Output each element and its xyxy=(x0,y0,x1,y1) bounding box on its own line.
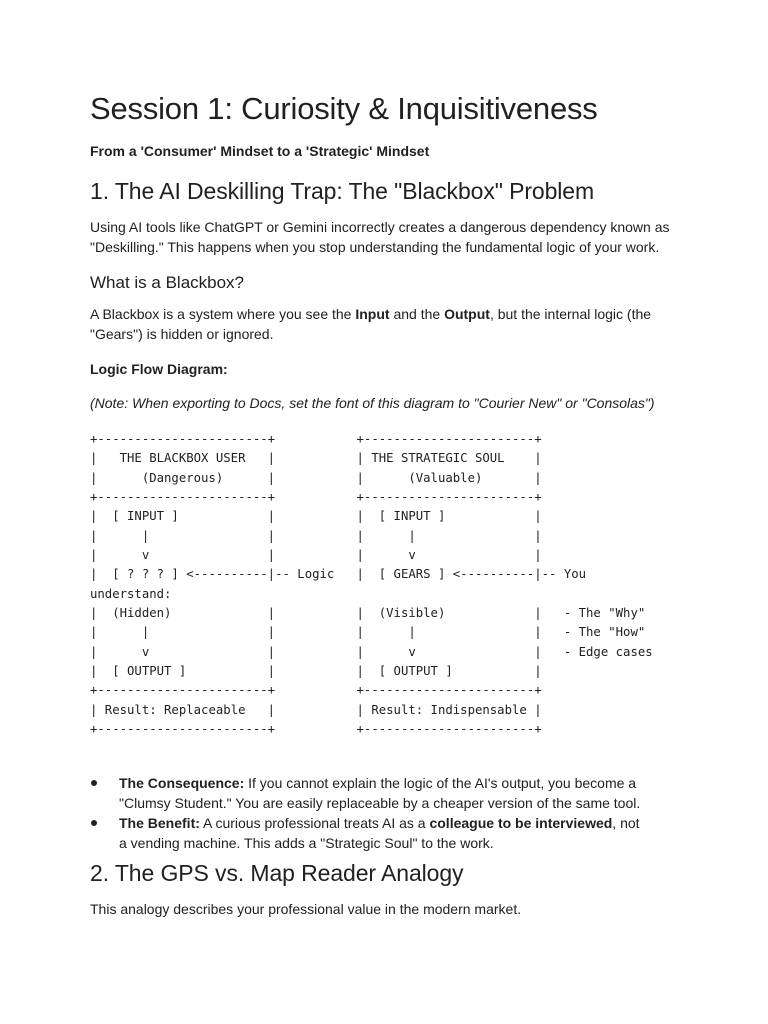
list-item-benefit xyxy=(90,813,650,853)
section-2-intro: This analogy describes your professional value in the modern market. xyxy=(90,901,522,917)
diagram-label: Logic Flow Diagram: xyxy=(90,361,228,377)
definition-text-1: A Blackbox is a system where you see the xyxy=(90,306,356,322)
benefit-text-1: A curious professional treats AI as a xyxy=(199,815,430,831)
section-2-heading: 2. The GPS vs. Map Reader Analogy xyxy=(90,860,464,886)
consequence-label: The Consequence: xyxy=(119,775,245,791)
list-item-consequence xyxy=(90,773,650,813)
definition-text-3: , but the internal logic (the "Gears") is hidden or ignored. xyxy=(90,306,652,342)
section-1-heading: 1. The AI Deskilling Trap: The "Blackbox" Problem xyxy=(90,178,595,204)
page-subtitle: From a 'Consumer' Mindset to a 'Strategic' Mindset xyxy=(90,143,430,159)
diagram-note: (Note: When exporting to Docs, set the font of this diagram to "Courier New" or "Consolas") xyxy=(90,395,655,411)
benefit-label: The Benefit: xyxy=(119,815,200,831)
section-1-intro: Using AI tools like ChatGPT or Gemini incorrectly creates a dangerous dependency known as "Deskilling." This happens when you stop understanding the fundamental logic of your work. xyxy=(90,219,670,255)
definition-input-term: Input xyxy=(355,306,390,322)
blackbox-subheading: What is a Blackbox? xyxy=(90,273,245,292)
benefit-text-2: , not a vending machine. This adds a "Strategic Soul" to the work. xyxy=(119,815,640,851)
definition-text-2: and the xyxy=(389,306,445,322)
page-title: Session 1: Curiosity & Inquisitiveness xyxy=(90,91,598,126)
benefit-emphasis: colleague to be interviewed xyxy=(429,815,613,831)
logic-flow-diagram: +-----------------------+ +-----------------------+ | THE BLACKBOX USER | | THE STRATEGIC SOUL | | (Dangerous) | | (Valuable) | +-----------------------+ +-----------------------+ | [ INPUT ] | | [ INPUT ] | | | | | | | | v | | v | | [ ? ? ? ] <----------|-- Logic | [ GEARS ] <----------|-- You understand: | (Hidden) | | (Visible) | - The "Why" | | | | | | - The "How" | v | | v | - Edge cases | [ OUTPUT ] | | [ OUTPUT ] | +-----------------------+ +-----------------------+ | Result: Replaceable | | Result: Indispensable | +-----------------------+ +-----------------------+ xyxy=(90,432,653,737)
consequence-benefit-list xyxy=(90,773,650,853)
definition-output-term: Output xyxy=(444,306,490,322)
consequence-text: If you cannot explain the logic of the AI's output, you become a "Clumsy Student." You are easily replaceable by a cheaper version of the same tool. xyxy=(119,775,641,811)
blackbox-definition xyxy=(90,304,680,344)
